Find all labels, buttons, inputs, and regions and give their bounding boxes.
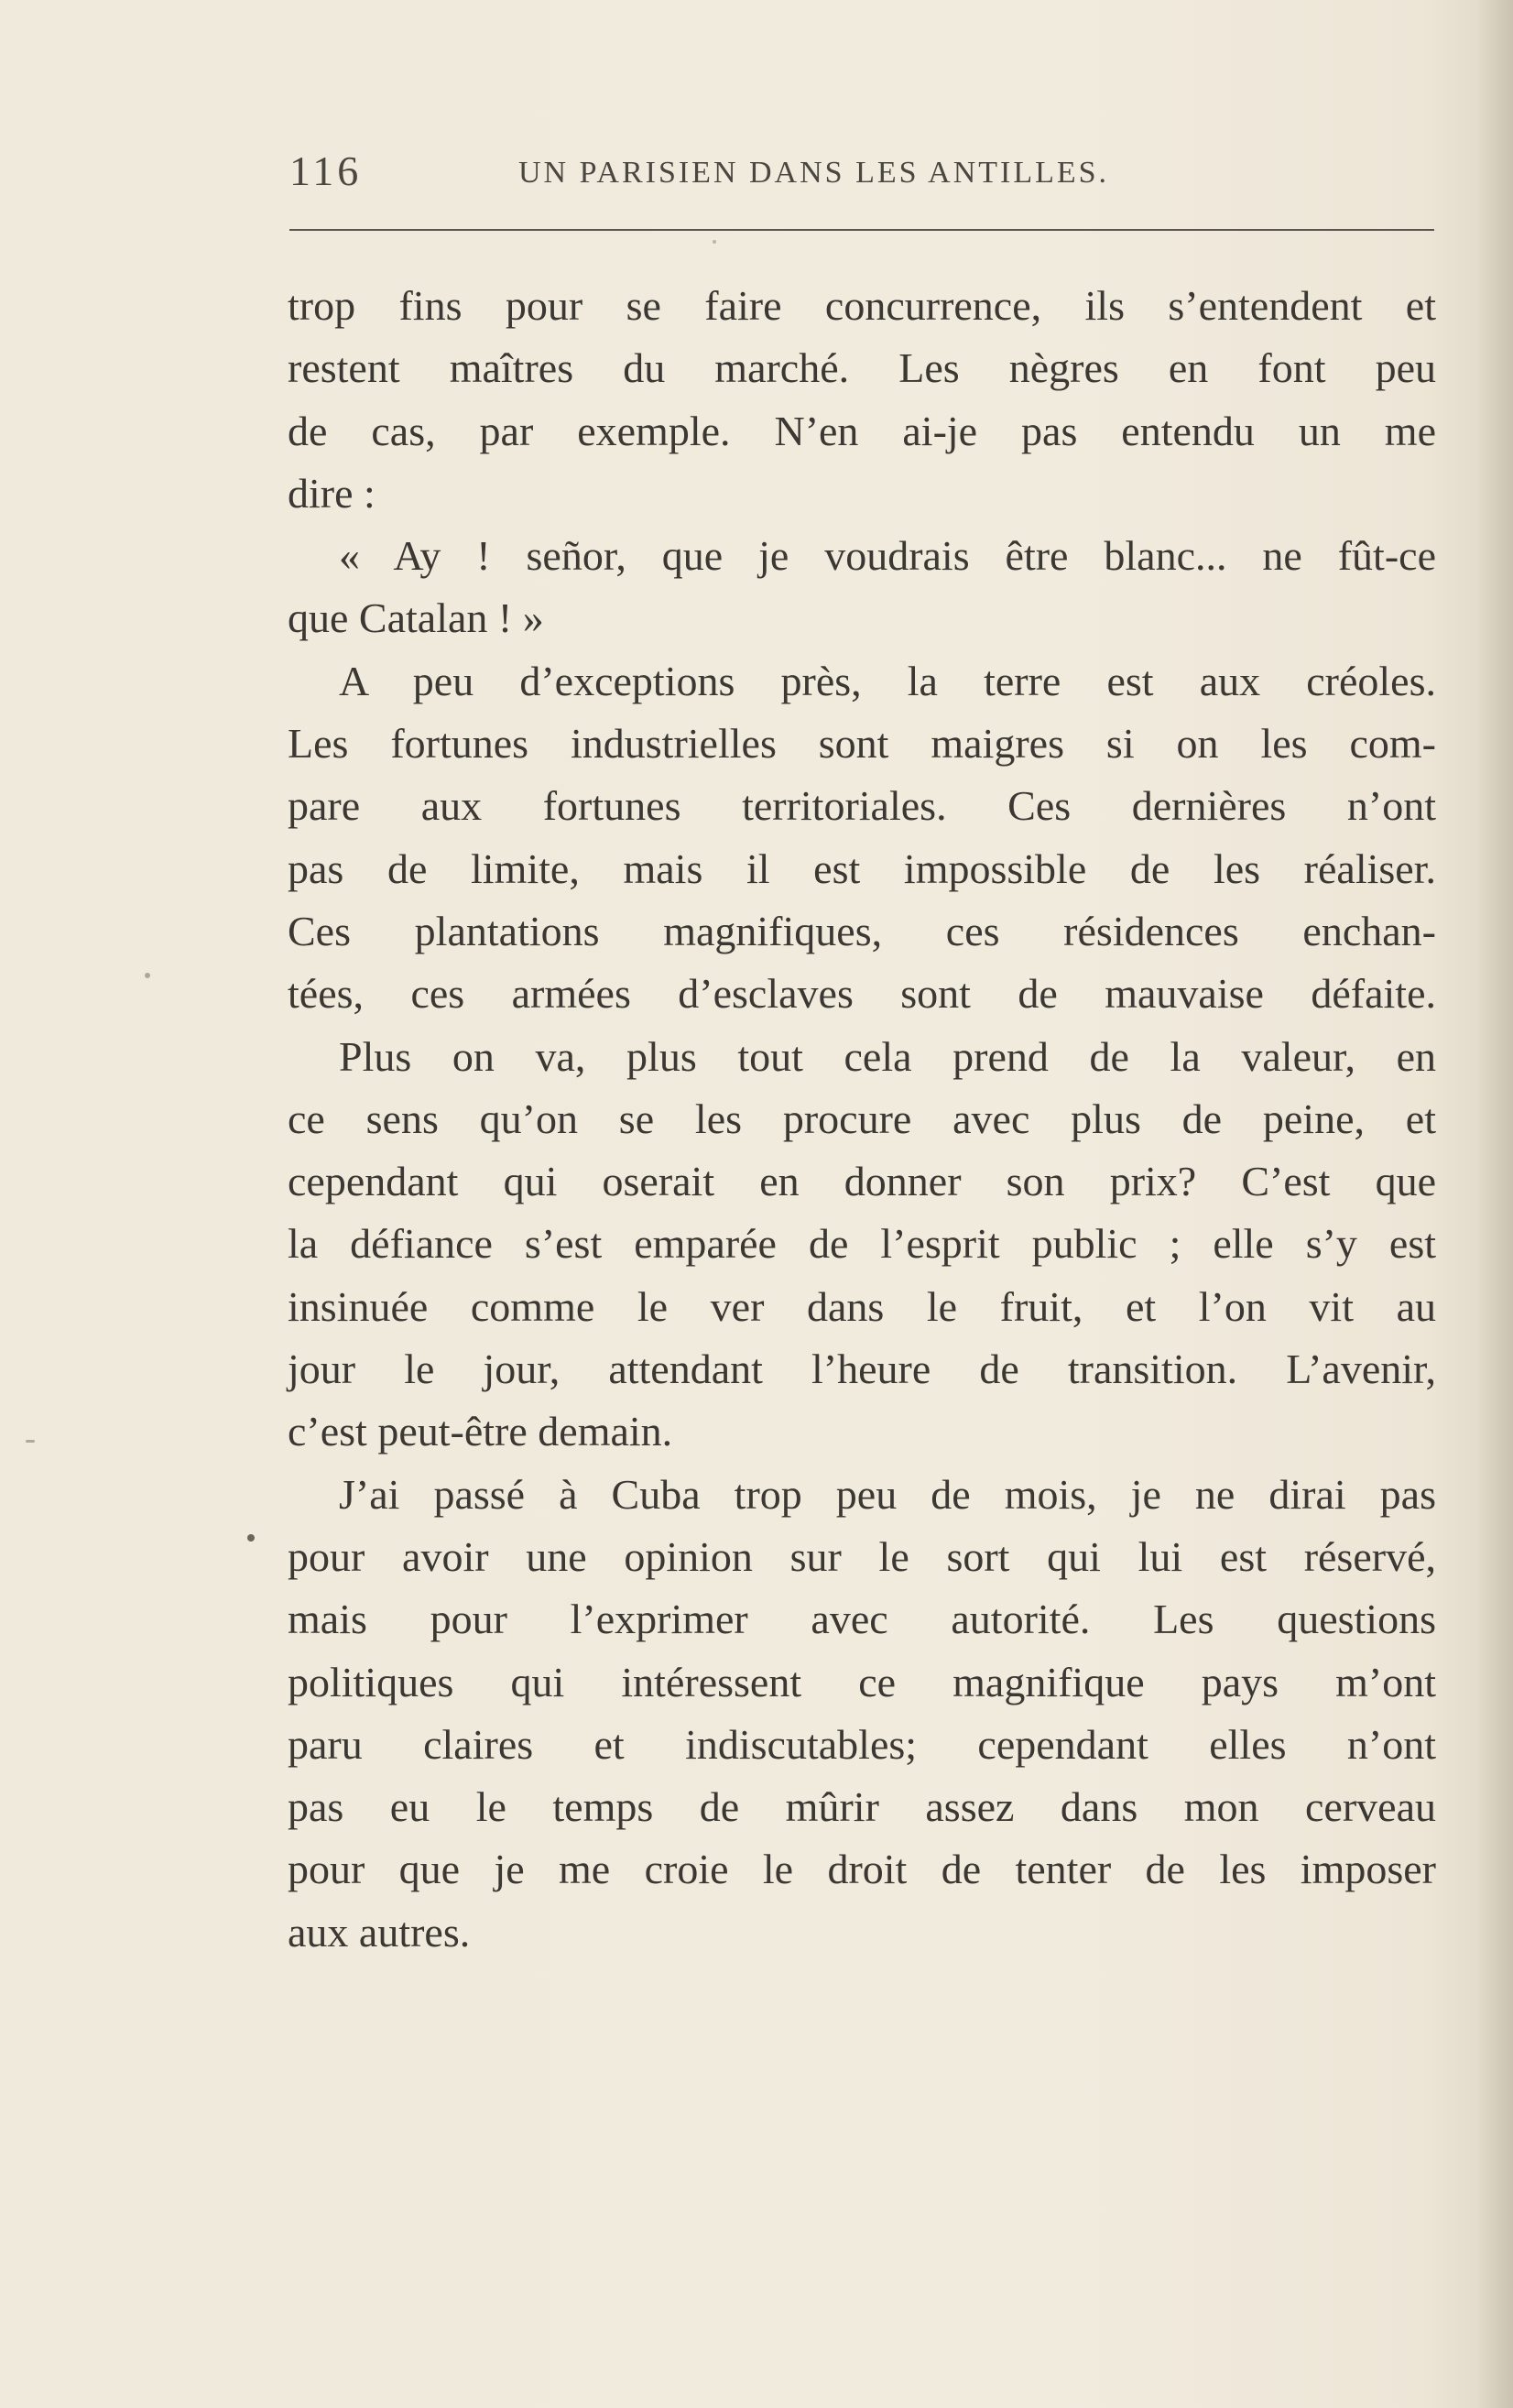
paper-speck — [145, 973, 150, 978]
text-line: pas de limite, mais il est impossible de les réaliser. — [288, 844, 1436, 892]
text-line: cependant qui oserait en donner son prix? C’est que — [288, 1158, 1436, 1205]
text-line: Plus on va, plus tout cela prend de la valeur, en — [339, 1032, 1436, 1080]
text-line: A peu d’exceptions près, la terre est aux créoles. — [339, 657, 1436, 704]
body-text — [288, 275, 1436, 1964]
text-line: paru claires et indiscutables; cependant elles n’ont — [288, 1720, 1436, 1768]
paper-speck — [26, 1440, 35, 1443]
running-head — [289, 147, 1434, 202]
text-line: aux autres. — [288, 1908, 471, 1956]
text-line: de cas, par exemple. N’en ai-je pas entendu un me — [288, 407, 1436, 454]
text-line: jour le jour, attendant l’heure de transition. L’avenir, — [288, 1346, 1436, 1393]
page-edge-shadow — [1476, 0, 1513, 2408]
text-line: J’ai passé à Cuba trop peu de mois, je ne dirai pas — [339, 1470, 1436, 1518]
text-line: pour que je me croie le droit de tenter de les imposer — [288, 1846, 1436, 1893]
paper-speck — [247, 1534, 255, 1542]
text-line: mais pour l’exprimer avec autorité. Les questions — [288, 1596, 1436, 1643]
text-line: tées, ces armées d’esclaves sont de mauvaise défaite. — [288, 970, 1436, 1018]
text-line: politiques qui intéressent ce magnifique pays m’ont — [288, 1658, 1436, 1705]
text-line: « Ay ! señor, que je voudrais être blanc... ne fût-ce — [339, 532, 1436, 580]
text-line: dire : — [288, 469, 376, 517]
page-number: 116 — [289, 147, 363, 194]
text-line: restent maîtres du marché. Les nègres en font peu — [288, 344, 1436, 392]
text-line: ce sens qu’on se les procure avec plus de peine, et — [288, 1095, 1436, 1142]
text-line: trop fins pour se faire concurrence, ils s’entendent et — [288, 282, 1436, 329]
text-line: Ces plantations magnifiques, ces résidences enchan- — [288, 907, 1436, 954]
text-line: c’est peut-être demain. — [288, 1408, 673, 1455]
text-line: pour avoir une opinion sur le sort qui lui est réservé, — [288, 1532, 1436, 1580]
header-rule — [289, 229, 1434, 231]
text-line: Les fortunes industrielles sont maigres si on les com- — [288, 720, 1436, 768]
text-line: insinuée comme le ver dans le fruit, et l’on vit au — [288, 1282, 1436, 1330]
text-line: la défiance s’est emparée de l’esprit public ; elle s’y est — [288, 1220, 1436, 1268]
running-title: UN PARISIEN DANS LES ANTILLES. — [518, 156, 1110, 190]
text-line: pare aux fortunes territoriales. Ces dernières n’ont — [288, 782, 1436, 830]
text-line: pas eu le temps de mûrir assez dans mon cerveau — [288, 1783, 1436, 1831]
text-line: que Catalan ! » — [288, 594, 544, 642]
paper-speck — [713, 240, 716, 244]
